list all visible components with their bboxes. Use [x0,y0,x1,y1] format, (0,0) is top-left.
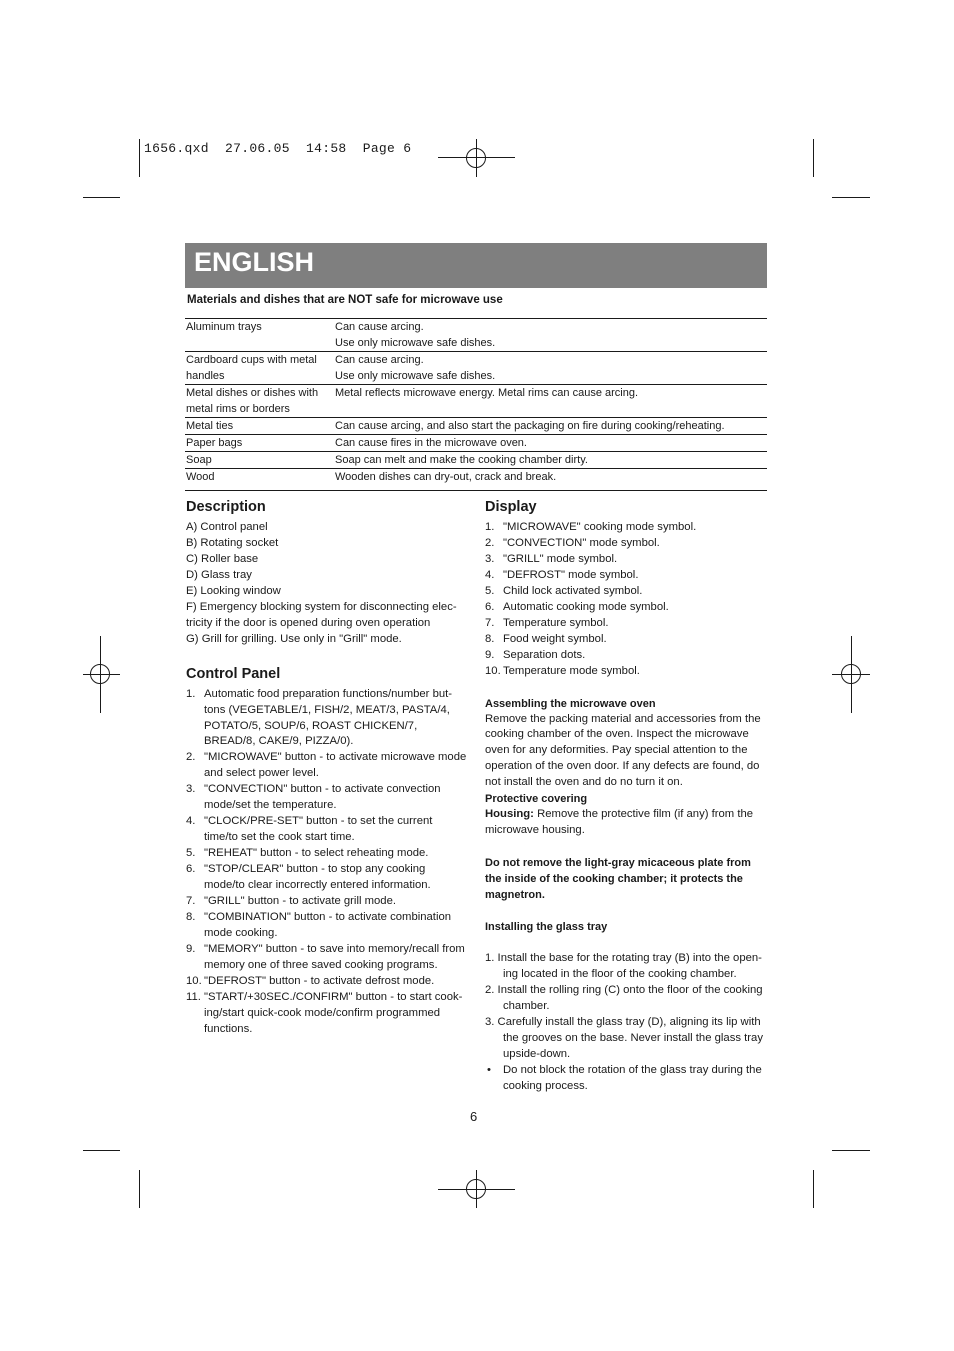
item-number: 5. [485,584,495,597]
material-cell: Metal ties [185,418,334,435]
item-number: 11. [186,990,201,1003]
note-cell: Can cause arcing, and also start the packaging on fire during cooking/reheating. [334,418,767,435]
file-slug: 1656.qxd 27.06.05 14:58 Page 6 [144,141,412,156]
display-item [485,520,767,536]
material-cell: Cardboard cups with metal handles [185,352,334,385]
table-row [185,385,767,418]
control-panel-item [186,974,468,990]
note-cell: Metal reflects microwave energy. Metal rims can cause arcing. [334,385,767,418]
item-text: "REHEAT" button - to select reheating mode. [204,847,429,860]
material-cell: Aluminum trays [185,319,334,352]
note-cell: Wooden dishes can dry-out, crack and break. [334,469,767,491]
material-cell: Metal dishes or dishes with metal rims or borders [185,385,334,418]
item-text: Temperature mode symbol. [503,664,640,677]
display-item [485,552,767,568]
item-text: Food weight symbol. [503,632,607,645]
item-text: "CONVECTION" mode symbol. [503,536,660,549]
description-item: F) Emergency blocking system for disconnecting elec-tricity if the door is opened during oven operation [186,600,457,629]
control-panel-item [186,894,468,910]
glass-tray-bullet [485,1063,767,1095]
protective-heading: Protective covering [485,793,588,806]
item-text: "CLOCK/PRE-SET" button - to set the current time/to set the cook start time. [204,815,433,844]
item-number: 3. [186,783,196,796]
micaceous-warning: Do not remove the light-gray micaceous plate from the inside of the cooking chamber; it protects the magnetron. [485,857,751,902]
item-text: "CONVECTION" button - to activate convection mode/set the temperature. [204,783,441,812]
item-text: Automatic food preparation functions/number but-tons (VEGETABLE/1, FISH/2, MEAT/3, PASTA/4, POTATO/5, SOUP/6, ROAST CHICKEN/7, BREAD/8, CAKE/9, PIZZA/0). [204,687,453,748]
note-cell: Can cause arcing. Use only microwave safe dishes. [334,319,767,352]
note-cell: Can cause arcing. Use only microwave safe dishes. [334,352,767,385]
item-number: 8. [485,632,495,645]
control-panel-item [186,862,468,894]
material-cell: Soap [185,452,334,469]
control-panel-item [186,942,468,974]
item-text: Separation dots. [503,648,586,661]
material-cell: Wood [185,469,334,491]
item-text: "DEFROST" button - to activate defrost mode. [204,974,435,987]
control-panel-item [186,814,468,846]
assembling-heading: Assembling the microwave oven [485,697,656,710]
item-text: "MEMORY" button - to save into memory/recall from memory one of three saved cooking programs. [204,942,465,971]
control-panel-item [186,750,468,782]
item-number: 5. [186,847,196,860]
item-number: 2. [485,536,495,549]
item-text: Automatic cooking mode symbol. [503,600,669,613]
display-item [485,568,767,584]
control-panel-item [186,990,468,1038]
description-item: A) Control panel [186,521,268,533]
note-cell: Soap can melt and make the cooking chamber dirty. [334,452,767,469]
description-item: G) Grill for grilling. Use only in "Grill" mode. [186,632,402,645]
glass-tray-heading: Installing the glass tray [485,921,608,934]
item-text: "GRILL" button - to activate grill mode. [204,895,396,908]
item-text: "START/+30SEC./CONFIRM" button - to start cook-ing/start quick-cook mode/confirm programmed functions. [204,990,463,1035]
display-item [485,536,767,552]
housing-label: Housing: [485,808,534,821]
item-number: 2. [186,751,196,764]
item-number: 6. [485,600,495,613]
item-number: 7. [485,616,495,629]
item-number: 7. [186,895,196,908]
item-text: "MICROWAVE" cooking mode symbol. [503,521,697,533]
language-banner [185,243,767,288]
item-text: "STOP/CLEAR" button - to stop any cooking mode/to clear incorrectly entered information. [204,863,431,892]
display-list [485,520,767,680]
table-row [185,319,767,352]
table-row [185,352,767,385]
assembling-text: Remove the packing material and accessories from the cooking chamber of the oven. Inspect the microwave oven for any deformities. Pay special attention to the operation of the oven door. If any defects are found, do not install the oven and do no turn it on. [485,712,761,789]
table-row [185,435,767,452]
table-row [185,469,767,491]
item-number: 4. [186,815,196,828]
glass-tray-step: 3. Carefully install the glass tray (D), aligning its lip with the grooves on the base. Never install the glass tray upside-down. [485,1016,763,1060]
item-text: "MICROWAVE" button - to activate microwave mode and select power level. [204,751,467,780]
housing-text: Remove the protective film (if any) from the microwave housing. [485,808,754,837]
right-column [485,498,767,1095]
display-item [485,584,767,600]
description-item: C) Roller base [186,552,259,565]
item-text: Temperature symbol. [503,616,609,629]
control-panel-heading: Control Panel [186,665,281,682]
description-list [186,520,468,648]
item-text: "GRILL" mode symbol. [503,552,618,565]
item-number: 8. [186,910,196,923]
table-row [185,452,767,469]
left-column [186,498,468,1038]
materials-table [185,318,767,491]
description-item: E) Looking window [186,584,281,597]
item-number: 1. [186,687,196,700]
control-panel-item [186,910,468,942]
item-text: Child lock activated symbol. [503,584,643,597]
glass-tray-steps [485,951,767,1063]
control-panel-item [186,782,468,814]
description-heading: Description [186,499,266,515]
page-number: 6 [470,1109,478,1124]
display-heading: Display [485,499,537,515]
glass-tray-step: 1. Install the base for the rotating tray (B) into the open-ing located in the floor of the cooking chamber. [485,952,762,981]
display-item [485,600,767,616]
display-item [485,648,767,664]
table-row [185,418,767,435]
item-number: 1. [485,521,495,533]
display-item [485,616,767,632]
item-number: 10. [186,974,202,987]
bullet-text: Do not block the rotation of the glass tray during the cooking process. [503,1063,762,1092]
item-number: 10. [485,664,501,677]
display-item [485,632,767,648]
material-cell: Paper bags [185,435,334,452]
item-number: 9. [485,648,495,661]
item-number: 3. [485,552,495,565]
item-text: "DEFROST" mode symbol. [503,568,639,581]
item-number: 6. [186,863,196,876]
control-panel-list [186,687,468,1038]
item-number: 4. [485,568,495,581]
note-cell: Can cause fires in the microwave oven. [334,435,767,452]
table-title: Materials and dishes that are NOT safe for microwave use [187,294,503,306]
housing-paragraph [485,807,767,839]
control-panel-item [186,687,468,751]
description-item: D) Glass tray [186,568,252,581]
description-item: B) Rotating socket [186,536,279,549]
item-text: "COMBINATION" button - to activate combination mode cooking. [204,910,452,939]
control-panel-item [186,846,468,862]
bullet-dot-icon: • [487,1063,491,1076]
item-number: 9. [186,942,196,955]
banner-title: ENGLISH [194,247,315,277]
display-item [485,664,767,680]
glass-tray-step: 2. Install the rolling ring (C) onto the floor of the cooking chamber. [485,984,763,1013]
